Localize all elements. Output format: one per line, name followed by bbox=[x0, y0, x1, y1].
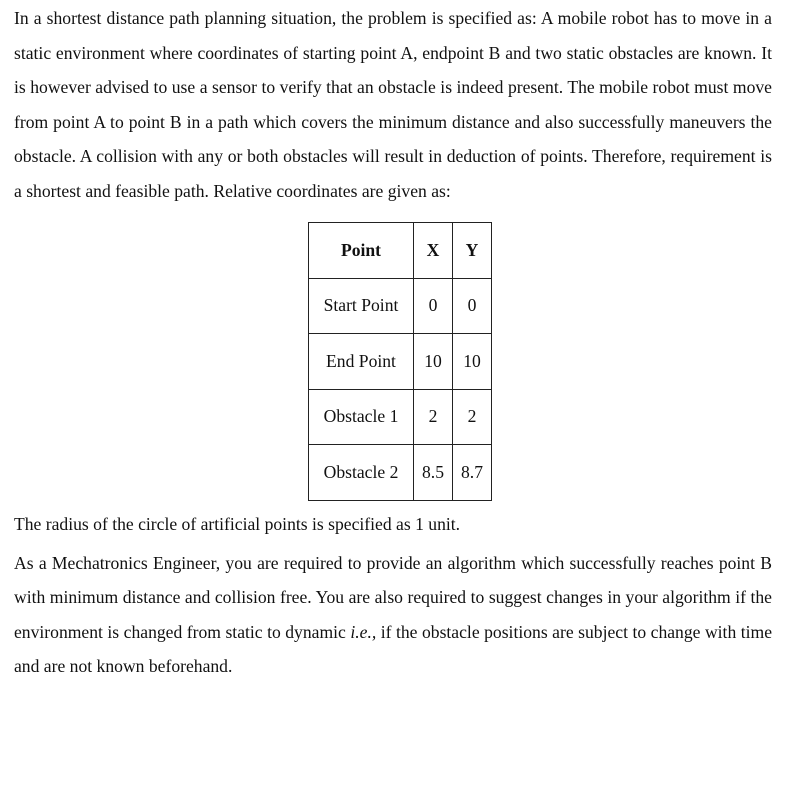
cell-point-name: End Point bbox=[309, 334, 414, 390]
cell-point-name: Start Point bbox=[309, 278, 414, 334]
cell-x: 8.5 bbox=[414, 445, 453, 501]
header-point: Point bbox=[309, 223, 414, 279]
header-y: Y bbox=[453, 223, 492, 279]
task-text-before-italic: As a Mechatronics Engineer, you are required to provide an algorithm which successfully reaches point B with minimum distance and collision free. You are also required to suggest changes in your algorithm if the environment is changed from static to dynamic bbox=[14, 552, 772, 642]
table-header-row bbox=[309, 223, 492, 279]
intro-paragraph: In a shortest distance path planning situation, the problem is specified as: A mobile robot has to move in a static environment where coordinates of starting point A, endpoint B and two static obstacles are known. It is however advised to use a sensor to verify that an obstacle is indeed present. The mobile robot must move from point A to point B in a path which covers the minimum distance and also successfully maneuvers the obstacle. A collision with any or both obstacles will result in deduction of points. Therefore, requirement is a shortest and feasible path. Relative coordinates are given as: bbox=[14, 8, 772, 201]
table-row bbox=[309, 445, 492, 501]
coordinates-table bbox=[308, 222, 492, 501]
radius-sentence: The radius of the circle of artificial points is specified as 1 unit. bbox=[14, 513, 461, 534]
document-page bbox=[14, 0, 772, 684]
task-text-italic: i.e., bbox=[350, 621, 377, 642]
table-row bbox=[309, 389, 492, 445]
cell-x: 2 bbox=[414, 389, 453, 445]
coordinates-table-wrapper bbox=[14, 222, 772, 501]
cell-x: 0 bbox=[414, 278, 453, 334]
cell-y: 2 bbox=[453, 389, 492, 445]
cell-x: 10 bbox=[414, 334, 453, 390]
cell-y: 8.7 bbox=[453, 445, 492, 501]
header-x: X bbox=[414, 223, 453, 279]
table-row bbox=[309, 278, 492, 334]
cell-y: 10 bbox=[453, 334, 492, 390]
task-text-after-italic: if the obstacle positions are subject to change with time and are not known beforehand. bbox=[14, 621, 773, 676]
task-paragraph bbox=[14, 546, 772, 684]
cell-point-name: Obstacle 1 bbox=[309, 389, 414, 445]
table-row bbox=[309, 334, 492, 390]
cell-y: 0 bbox=[453, 278, 492, 334]
cell-point-name: Obstacle 2 bbox=[309, 445, 414, 501]
